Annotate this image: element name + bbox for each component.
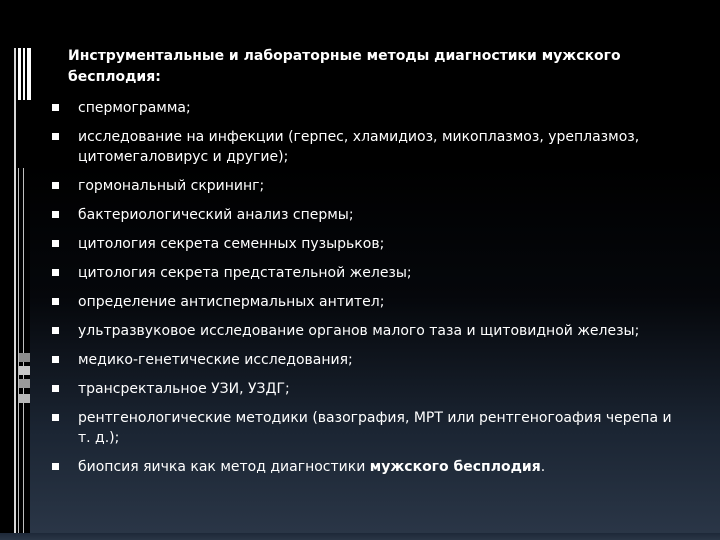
- list-item-text: гормональный скрининг;: [78, 178, 265, 194]
- square-bullet-icon: [52, 240, 59, 247]
- list-item-text: цитология секрета семенных пузырьков;: [78, 236, 385, 252]
- slide-content: [50, 46, 680, 486]
- list-item: [50, 98, 680, 118]
- list-item-emphasis: мужского бесплодия: [369, 459, 541, 475]
- list-item: [50, 205, 680, 225]
- square-bullet-icon: [52, 356, 59, 363]
- diagnostics-list: [50, 98, 680, 477]
- slide-title-line1: Инструментальные и лабораторные методы диагностики мужского: [68, 48, 621, 64]
- square-bullet-icon: [52, 298, 59, 305]
- square-bullet-icon: [52, 211, 59, 218]
- list-item: [50, 292, 680, 312]
- list-item-text: бактериологический анализ спермы;: [78, 207, 354, 223]
- square-bullet-icon: [52, 414, 59, 421]
- decor-bar: [18, 48, 21, 100]
- list-item: [50, 457, 680, 477]
- list-item-text: спермограмма;: [78, 100, 191, 116]
- square-bullet-icon: [52, 269, 59, 276]
- decor-square: [19, 353, 30, 362]
- list-item: [50, 127, 680, 167]
- square-bullet-icon: [52, 104, 59, 111]
- decor-bar: [27, 48, 31, 100]
- vertical-bars-decoration: [14, 48, 34, 538]
- decor-bar: [14, 48, 16, 538]
- list-item-text: ультразвуковое исследование органов малого таза и щитовидной железы;: [78, 323, 640, 339]
- decor-square: [19, 394, 30, 403]
- bottom-band: [0, 533, 720, 540]
- square-bullet-icon: [52, 463, 59, 470]
- list-item-text: исследование на инфекции (герпес, хламидиоз, микоплазмоз, уреплазмоз, цитомегаловирус и другие);: [78, 129, 640, 165]
- list-item: [50, 408, 680, 448]
- list-item-text: определение антиспермальных антител;: [78, 294, 385, 310]
- square-bullet-icon: [52, 133, 59, 140]
- list-item-suffix: .: [540, 459, 546, 475]
- decor-bar: [23, 48, 25, 100]
- list-item: [50, 234, 680, 254]
- list-item: [50, 176, 680, 196]
- list-item: [50, 263, 680, 283]
- square-bullet-icon: [52, 327, 59, 334]
- decor-square: [19, 366, 30, 375]
- list-item: [50, 379, 680, 399]
- list-item-text: рентгенологические методики (вазография, МРТ или рентгеногоафия черепа и т. д.);: [78, 410, 672, 446]
- list-item-text: биопсия яичка как метод диагностики: [78, 459, 370, 475]
- list-item: [50, 350, 680, 370]
- list-item-text: трансректальное УЗИ, УЗДГ;: [78, 381, 290, 397]
- list-item-text: медико-генетические исследования;: [78, 352, 353, 368]
- decor-square: [19, 379, 30, 388]
- slide-title-line2: бесплодия:: [68, 69, 161, 85]
- list-item: [50, 321, 680, 341]
- square-bullet-icon: [52, 385, 59, 392]
- square-bullet-icon: [52, 182, 59, 189]
- list-item-text: цитология секрета предстательной железы;: [78, 265, 412, 281]
- slide-title: [64, 46, 680, 88]
